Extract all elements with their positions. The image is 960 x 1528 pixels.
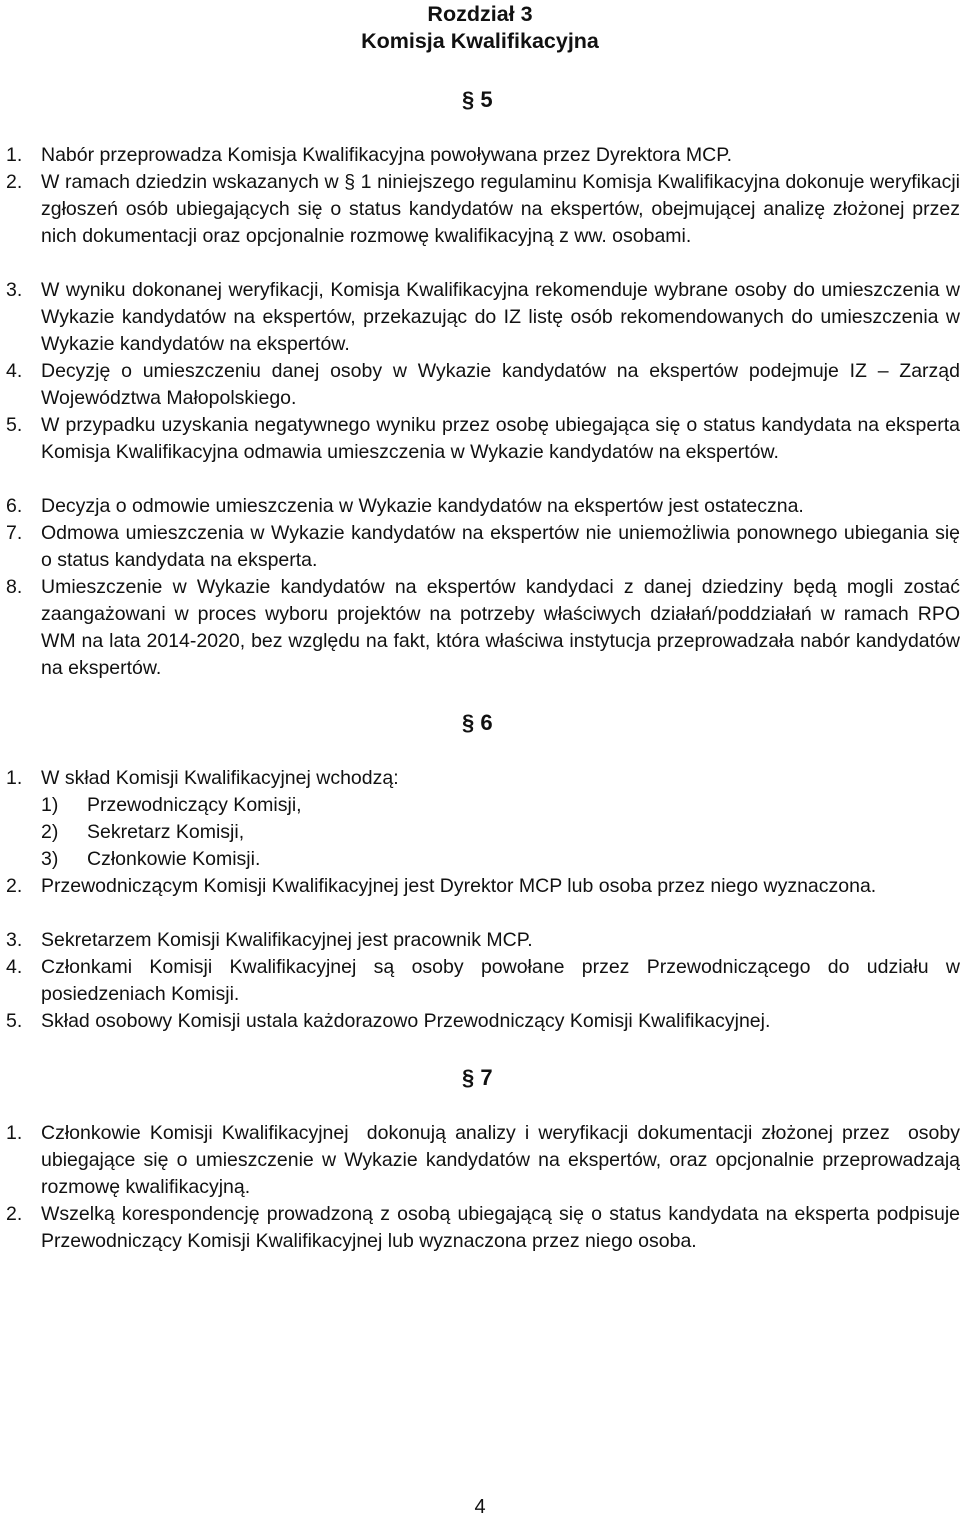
s7-item-1 xyxy=(6,1120,960,1201)
s5-item-2 xyxy=(6,169,960,250)
item-text: Decyzję o umieszczeniu danej osoby w Wykazie kandydatów na ekspertów podejmuje IZ – Zarząd Województwa Małopolskiego. xyxy=(41,360,960,409)
item-number: 2. xyxy=(6,171,23,193)
s6-item-2 xyxy=(6,873,960,900)
item-number: 5. xyxy=(6,414,23,436)
item-text: Skład osobowy Komisji ustala każdorazowo Przewodniczący Komisji Kwalifikacyjnej. xyxy=(41,1010,771,1032)
item-text: Członkami Komisji Kwalifikacyjnej są osoby powołane przez Przewodniczącego do udziału w posiedzeniach Komisji. xyxy=(41,956,960,1005)
item-number: 5. xyxy=(6,1010,23,1032)
item-text: Odmowa umieszczenia w Wykazie kandydatów na ekspertów nie uniemożliwia ponownego ubiegania się o status kandydata na eksperta. xyxy=(41,522,960,571)
item-number: 7. xyxy=(6,522,23,544)
subitem-text: Sekretarz Komisji, xyxy=(87,821,245,843)
s5-item-5 xyxy=(6,412,960,466)
section-6-label: § 6 xyxy=(462,710,493,735)
item-number: 8. xyxy=(6,576,23,598)
item-text: Przewodniczącym Komisji Kwalifikacyjnej jest Dyrektor MCP lub osoba przez niego wyznaczona. xyxy=(41,875,877,897)
s5-item-8 xyxy=(6,574,960,682)
item-number: 3. xyxy=(6,929,23,951)
item-number: 2. xyxy=(6,1203,23,1225)
subitem-number: 3) xyxy=(41,848,59,870)
item-text: W ramach dziedzin wskazanych w § 1 niniejszego regulaminu Komisja Kwalifikacyjna dokonuje weryfikacji zgłoszeń osób ubiegających się o status kandydatów na ekspertów, obejmującej analizę złożonej przez nich dokumentacji oraz opcjonalnie rozmowę kwalifikacyjną z ww. osobami. xyxy=(41,171,960,247)
s5-item-6 xyxy=(6,493,960,520)
subitem-number: 1) xyxy=(41,794,59,816)
item-number: 4. xyxy=(6,360,23,382)
item-text: W wyniku dokonanej weryfikacji, Komisja Kwalifikacyjna rekomenduje wybrane osoby do umieszczenia w Wykazie kandydatów na ekspertów, przekazując do IZ listę osób rekomendowanych do umieszczenia w Wykazie kandydatów na ekspertów. xyxy=(41,279,960,355)
item-text: W skład Komisji Kwalifikacyjnej wchodzą: xyxy=(41,767,399,789)
s6-item-1 xyxy=(6,765,960,792)
item-text: Członkowie Komisji Kwalifikacyjnej dokonują analizy i weryfikacji dokumentacji złożonej przez osoby ubiegające się o umieszczenie w Wykazie kandydatów na ekspertów, oraz opcjonalnie przeprowadzają rozmowę kwalifikacyjną. xyxy=(41,1122,960,1198)
s5-item-3 xyxy=(6,277,960,358)
item-text: W przypadku uzyskania negatywnego wyniku przez osobę ubiegająca się o status kandydata na eksperta Komisja Kwalifikacyjna odmawia umieszczenia w Wykazie kandydatów na ekspertów. xyxy=(41,414,960,463)
page-number: 4 xyxy=(474,1496,486,1518)
s6-subitem-2 xyxy=(41,819,244,846)
item-number: 2. xyxy=(6,875,23,897)
item-text: Umieszczenie w Wykazie kandydatów na ekspertów kandydaci z danej dziedziny będą mogli zostać zaangażowani w proces wyboru projektów na potrzeby właściwych działań/poddziałań w ramach RPO WM na lata 2014-2020, bez względu na fakt, która właściwa instytucja przeprowadzała nabór kandydatów na ekspertów. xyxy=(41,576,960,679)
item-number: 1. xyxy=(6,144,23,166)
s6-subitem-1 xyxy=(41,792,302,819)
item-number: 1. xyxy=(6,1122,23,1144)
s6-item-4 xyxy=(6,954,960,1008)
s5-item-4 xyxy=(6,358,960,412)
item-number: 6. xyxy=(6,495,23,517)
item-text: Wszelką korespondencję prowadzoną z osobą ubiegającą się o status kandydata na eksperta podpisuje Przewodniczący Komisji Kwalifikacyjnej lub wyznaczona przez niego osoba. xyxy=(41,1203,960,1252)
subitem-text: Przewodniczący Komisji, xyxy=(87,794,302,816)
item-text: Decyzja o odmowie umieszczenia w Wykazie kandydatów na ekspertów jest ostateczna. xyxy=(41,495,804,517)
subitem-number: 2) xyxy=(41,821,59,843)
s6-subitem-3 xyxy=(41,846,260,873)
s6-item-3 xyxy=(6,927,960,954)
chapter-heading: Rozdział 3 xyxy=(427,2,533,26)
chapter-title: Komisja Kwalifikacyjna xyxy=(361,29,599,53)
s6-item-5 xyxy=(6,1008,960,1035)
subitem-text: Członkowie Komisji. xyxy=(87,848,261,870)
item-text: Nabór przeprowadza Komisja Kwalifikacyjna powoływana przez Dyrektora MCP. xyxy=(41,144,733,166)
s5-item-7 xyxy=(6,520,960,574)
item-number: 4. xyxy=(6,956,23,978)
s7-item-2 xyxy=(6,1201,960,1255)
item-text: Sekretarzem Komisji Kwalifikacyjnej jest pracownik MCP. xyxy=(41,929,533,951)
item-number: 1. xyxy=(6,767,23,789)
section-5-label: § 5 xyxy=(462,87,493,112)
section-7-label: § 7 xyxy=(462,1065,493,1090)
item-number: 3. xyxy=(6,279,23,301)
s5-item-1 xyxy=(6,142,960,169)
